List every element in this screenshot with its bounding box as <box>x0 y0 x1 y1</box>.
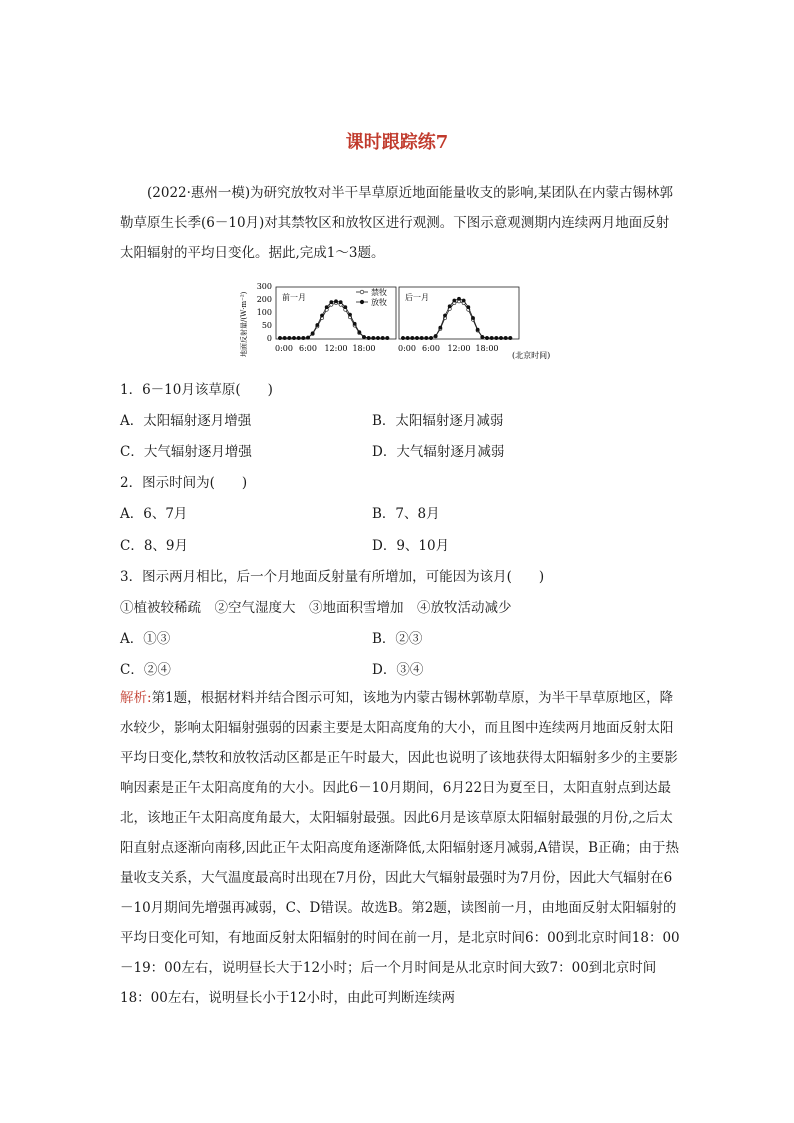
data-point <box>467 306 470 309</box>
series-line-fangmu <box>403 299 510 338</box>
q1-option-d[interactable]: D．大气辐射逐月减弱 <box>372 444 505 460</box>
data-point <box>386 336 389 339</box>
chart-panel-next <box>398 287 519 353</box>
chart-legend <box>356 287 387 307</box>
question-3-stem: 3．图示两月相比，后一个月地面反射量有所增加，可能因为该月( ) <box>120 569 545 585</box>
data-point <box>401 336 404 339</box>
y-tick-label: 100 <box>256 308 272 317</box>
data-point <box>316 323 319 326</box>
reflection-chart <box>236 275 558 363</box>
data-point <box>495 336 498 339</box>
data-point <box>499 336 502 339</box>
data-point <box>476 328 479 331</box>
data-point <box>358 331 361 334</box>
x-tick-label: 12:00 <box>447 344 471 353</box>
y-tick-label: 200 <box>256 295 272 304</box>
data-point <box>490 336 493 339</box>
q1-option-c[interactable]: C．大气辐射逐月增强 <box>120 444 252 460</box>
analysis-label: 解析: <box>120 690 152 706</box>
x-tick-label: 18:00 <box>352 344 376 353</box>
q1-option-b[interactable]: B．太阳辐射逐月减弱 <box>372 413 504 429</box>
data-point <box>376 336 379 339</box>
chart-yticks <box>257 282 272 343</box>
chart-xlabel-suffix: (北京时间) <box>512 351 551 360</box>
y-tick-label: 0 <box>266 334 272 343</box>
series-line-jinmu <box>403 301 510 338</box>
q2-option-a[interactable]: A．6、7月 <box>120 506 188 522</box>
data-point <box>485 336 488 339</box>
page-title: 课时跟踪练7 <box>345 132 449 153</box>
data-point <box>448 305 451 308</box>
data-point <box>509 336 512 339</box>
data-point <box>283 336 286 339</box>
data-point <box>330 301 333 304</box>
data-point <box>292 336 295 339</box>
x-tick-label: 12:00 <box>324 344 348 353</box>
data-point <box>325 306 328 309</box>
data-point <box>302 336 305 339</box>
data-point <box>320 314 323 317</box>
q3-items: ①植被较稀疏 ②空气湿度大 ③地面积雪增加 ④放牧活动减少 <box>120 600 512 616</box>
data-point <box>434 334 437 337</box>
y-tick-label: 50 <box>261 321 272 330</box>
question-1-stem: 1．6－10月该草原( ) <box>120 382 273 398</box>
data-point <box>471 316 474 319</box>
data-point <box>278 336 281 339</box>
data-point <box>481 335 484 338</box>
data-point <box>297 336 300 339</box>
data-point <box>443 314 446 317</box>
data-point <box>381 336 384 339</box>
analysis-section <box>120 683 680 1013</box>
data-point <box>344 306 347 309</box>
data-point <box>429 336 432 339</box>
q3-option-a[interactable]: A．①③ <box>120 631 171 647</box>
chart-ylabel: 地面反射量/(W·m⁻²) <box>240 291 248 357</box>
q2-option-c[interactable]: C．8、9月 <box>120 538 189 554</box>
q3-option-d[interactable]: D．③④ <box>372 662 424 678</box>
x-tick-label: 6:00 <box>299 344 317 353</box>
data-point <box>339 301 342 304</box>
question-2-stem: 2．图示时间为( ) <box>120 475 248 491</box>
data-point <box>367 336 370 339</box>
panel-label: 后一月 <box>405 293 429 302</box>
x-tick-label: 6:00 <box>422 344 440 353</box>
data-point <box>306 336 309 339</box>
data-point <box>311 332 314 335</box>
q3-option-c[interactable]: C．②④ <box>120 662 171 678</box>
data-point <box>453 299 456 302</box>
x-tick-label: 18:00 <box>475 344 499 353</box>
data-point <box>334 300 337 303</box>
q3-option-b[interactable]: B．②③ <box>372 631 423 647</box>
legend-marker <box>360 290 364 294</box>
data-point <box>415 336 418 339</box>
data-point <box>288 336 291 339</box>
x-tick-label: 0:00 <box>398 344 416 353</box>
q1-option-a[interactable]: A．太阳辐射逐月增强 <box>120 413 252 429</box>
y-tick-label: 300 <box>256 282 272 291</box>
q2-option-b[interactable]: B．7、8月 <box>372 506 440 522</box>
data-point <box>362 335 365 338</box>
data-point <box>439 326 442 329</box>
analysis-text: 第1题，根据材料并结合图示可知，该地为内蒙古锡林郭勒草原，为半干旱草原地区，降水较少，影响太阳辐射强弱的因素主要是太阳高度角的大小，而且图中连续两月地面反射太阳平均日变化,禁牧和放牧活动区都是正午时最大，因此也说明了该地获得太阳辐射多少的主要影响因素是正午太阳高度角的大小。因此6－10月期间，6月22日为夏至日，太阳直射点到达最北，该地正午太阳高度角最大，太阳辐射最强。因此6月是该草原太阳辐射最强的月份,之后太阳直射点逐渐向南移,因此正午太阳高度角逐渐降低,太阳辐射逐月减弱,A错误，B正确；由于热量收支关系，大气温度最高时出现在7月份，因此大气辐射最强时为7月份，因此大气辐射在6－10月期间先增强再减弱，C、D错误。故选B。第2题，读图前一月，由地面反射太阳辐射的平均日变化可知，有地面反射太阳辐射的时间在前一月，是北京时间6：00到北京时间18：00－19：00左右，说明昼长大于12小时；后一个月时间是从北京时间大致7：00到北京时间18：00左右，说明昼长小于12小时，由此可判断连续两 <box>120 690 680 1006</box>
legend-label: 放牧 <box>371 298 387 307</box>
data-point <box>504 336 507 339</box>
data-point <box>457 297 460 300</box>
intro-paragraph: (2022·惠州一模)为研究放牧对半干旱草原近地面能量收支的影响,某团队在内蒙古锡林郭勒草原生长季(6－10月)对其禁牧区和放牧区进行观测。下图示意观测期内连续两月地面反射太阳辐射的平均日变化。据此,完成1～3题。 <box>120 185 673 261</box>
data-point <box>348 313 351 316</box>
legend-marker <box>360 300 364 304</box>
data-point <box>420 336 423 339</box>
data-point <box>406 336 409 339</box>
data-point <box>372 336 375 339</box>
legend-label: 禁牧 <box>371 288 387 297</box>
series-line-jinmu <box>280 303 387 338</box>
panel-label: 前一月 <box>282 293 306 302</box>
data-point <box>425 336 428 339</box>
data-point <box>462 299 465 302</box>
q2-option-d[interactable]: D．9、10月 <box>372 538 450 554</box>
data-point <box>353 322 356 325</box>
data-point <box>411 336 414 339</box>
x-tick-label: 0:00 <box>275 344 293 353</box>
